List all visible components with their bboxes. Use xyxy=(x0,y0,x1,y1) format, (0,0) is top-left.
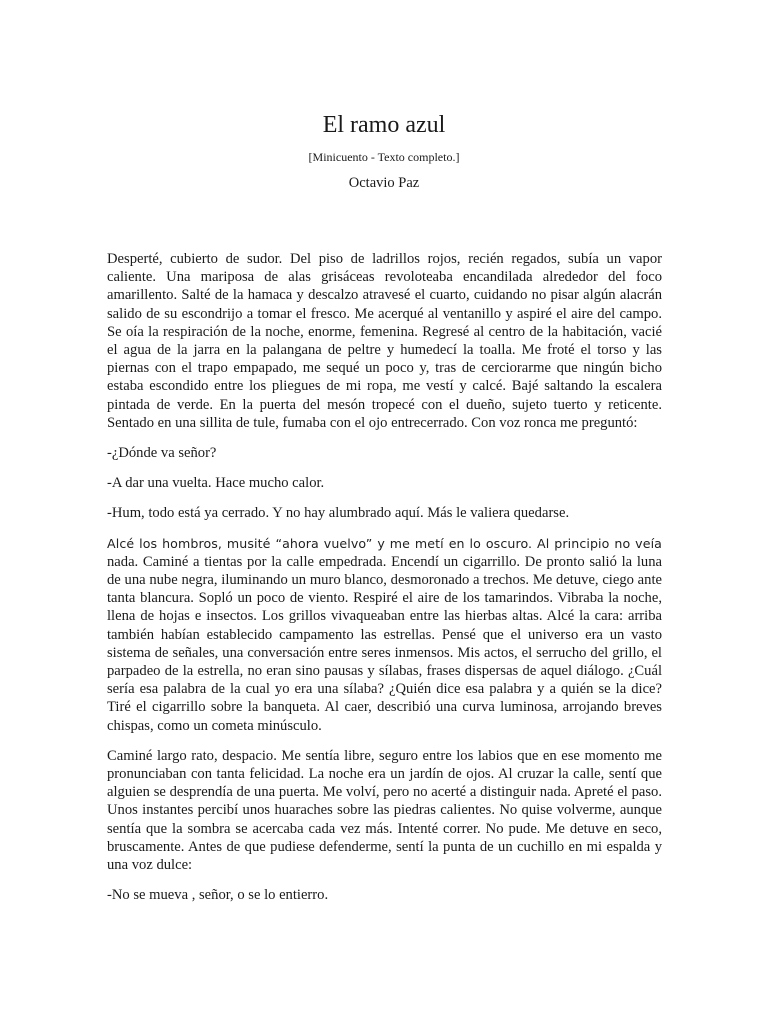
story-body xyxy=(107,250,662,917)
story-title: El ramo azul xyxy=(322,112,446,138)
story-subtitle: [Minicuento - Texto completo.] xyxy=(308,150,460,164)
paragraph-6: Caminé largo rato, despacio. Me sentía libre, seguro entre los labios que en ese momento me pronunciaban con tanta felicidad. La noche era un jardín de ojos. Al cruzar la calle, sentí que alguien se desprendía de una puerta. Me volví, pero no acerté a distinguir nada. Apreté el paso. Unos instantes percibí unos huaraches sobre las piedras calientes. No quise volverme, aunque sentía que la sombra se acercaba cada vez más. Intenté correr. No pude. Me detuve en seco, bruscamente. Antes de que pudiese defenderme, sentí la punta de un cuchillo en mi espalda y una voz dulce: xyxy=(107,747,662,874)
paragraph-3: -A dar una vuelta. Hace mucho calor. xyxy=(107,475,325,492)
paragraph-2: -¿Dónde va señor? xyxy=(107,445,217,462)
paragraph-5-handwritten-line: Alcé los hombros, musité “ahora vuelvo” y me metí en lo oscuro. Al principio no veía xyxy=(107,535,662,551)
paragraph-4: -Hum, todo está ya cerrado. Y no hay alumbrado aquí. Más le valiera quedarse. xyxy=(107,505,570,522)
paragraph-7: -No se mueva , señor, o se lo entierro. xyxy=(107,887,329,904)
paragraph-5 xyxy=(107,535,662,735)
paragraph-5-text: nada. Caminé a tientas por la calle empedrada. Encendí un cigarrillo. De pronto salió la luna de una nube negra, iluminando un muro blanco, desmoronado a trechos. Me detuve, ciego ante tanta blancura. Sopló un poco de viento. Respiré el aire de los tamarindos. Vibraba la noche, llena de hojas e insectos. Los grillos vivaqueaban entre las hierbas altas. Alcé la cara: arriba también habían establecido campamento las estrellas. Pensé que el universo era un vasto sistema de señales, una conversación entre seres inmensos. Mis actos, el serrucho del grillo, el parpadeo de la estrella, no eran sino pausas y sílabas, frases dispersas de aquel diálogo. ¿Cuál sería esa palabra de la cual yo era una sílaba? ¿Quién dice esa palabra y a quién se la dice? Tiré el cigarrillo sobre la banqueta. Al caer, describió una curva luminosa, arrojando breves chispas, como un cometa minúsculo. xyxy=(107,553,662,734)
story-author: Octavio Paz xyxy=(348,175,420,191)
paragraph-1: Desperté, cubierto de sudor. Del piso de ladrillos rojos, recién regados, subía un vapor caliente. Una mariposa de alas grisáceas revoloteaba encandilada alrededor del foco amarillento. Salté de la hamaca y descalzo atravesé el cuarto, cuidando no pisar algún alacrán salido de su escondrijo a tomar el fresco. Me acerqué al ventanillo y aspiré el aire del campo. Se oía la respiración de la noche, enorme, femenina. Regresé al centro de la habitación, vacié el agua de la jarra en la palangana de peltre y humedecí la toalla. Me froté el torso y las piernas con el trapo empapado, me sequé un poco y, tras de cerciorarme que ningún bicho estaba escondido entre los pliegues de mi ropa, me vestí y calcé. Bajé saltando la escalera pintada de verde. En la puerta del mesón tropecé con el dueño, sujeto tuerto y reticente. Sentado en una sillita de tule, fumaba con el ojo entrecerrado. Con voz ronca me preguntó: xyxy=(107,251,662,431)
